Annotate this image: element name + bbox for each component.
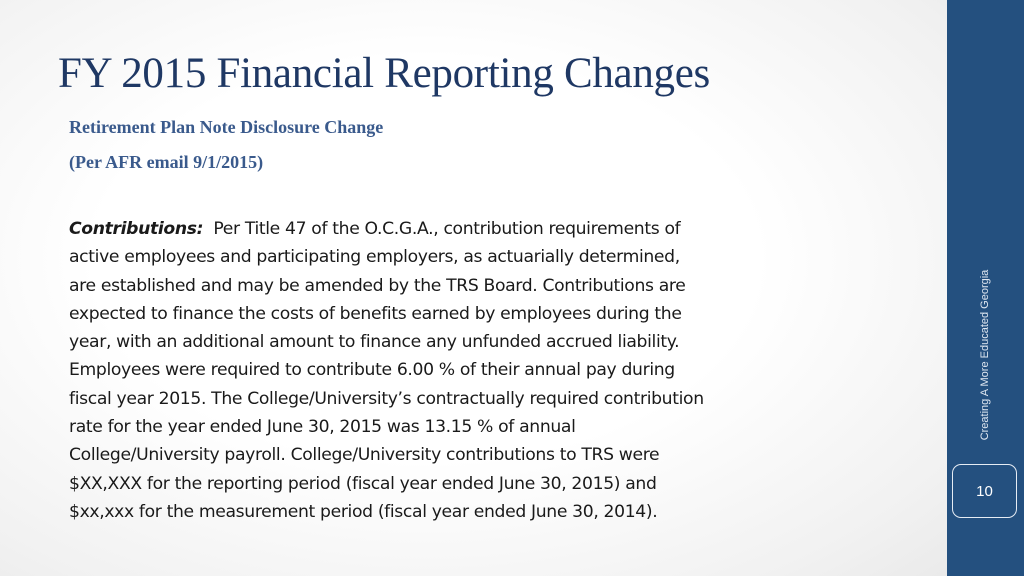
paragraph-line: year, with an additional amount to finance any unfunded accrued liability. (69, 332, 680, 353)
contributions-paragraph (69, 215, 814, 526)
paragraph-line: $xx,xxx for the measurement period (fiscal year ended June 30, 2014). (69, 501, 658, 522)
paragraph-line: $XX,XXX for the reporting period (fiscal year ended June 30, 2015) and (69, 473, 657, 494)
contributions-label: Contributions: (69, 219, 204, 239)
page-number: 10 (952, 464, 1017, 518)
paragraph-line: Employees were required to contribute 6.00 % of their annual pay during (69, 360, 675, 381)
paragraph-line (69, 215, 814, 243)
paragraph-line: College/University payroll. College/University contributions to TRS were (69, 445, 660, 466)
paragraph-line: expected to finance the costs of benefits earned by employees during the (69, 303, 682, 324)
sidebar-caption: Creating A More Educated Georgia (979, 269, 991, 441)
paragraph-line: fiscal year 2015. The College/University’s contractually required contribution (69, 388, 704, 409)
slide-title: FY 2015 Financial Reporting Changes (58, 50, 710, 97)
paragraph-line-text: Per Title 47 of the O.C.G.A., contribution requirements of (203, 219, 681, 239)
slide-subtitle-source: (Per AFR email 9/1/2015) (69, 152, 264, 172)
paragraph-line: active employees and participating employers, as actuarially determined, (69, 247, 680, 268)
paragraph-line: are established and may be amended by the TRS Board. Contributions are (69, 275, 686, 296)
slide-subtitle: Retirement Plan Note Disclosure Change (69, 117, 384, 137)
paragraph-line: rate for the year ended June 30, 2015 was 13.15 % of annual (69, 417, 576, 438)
